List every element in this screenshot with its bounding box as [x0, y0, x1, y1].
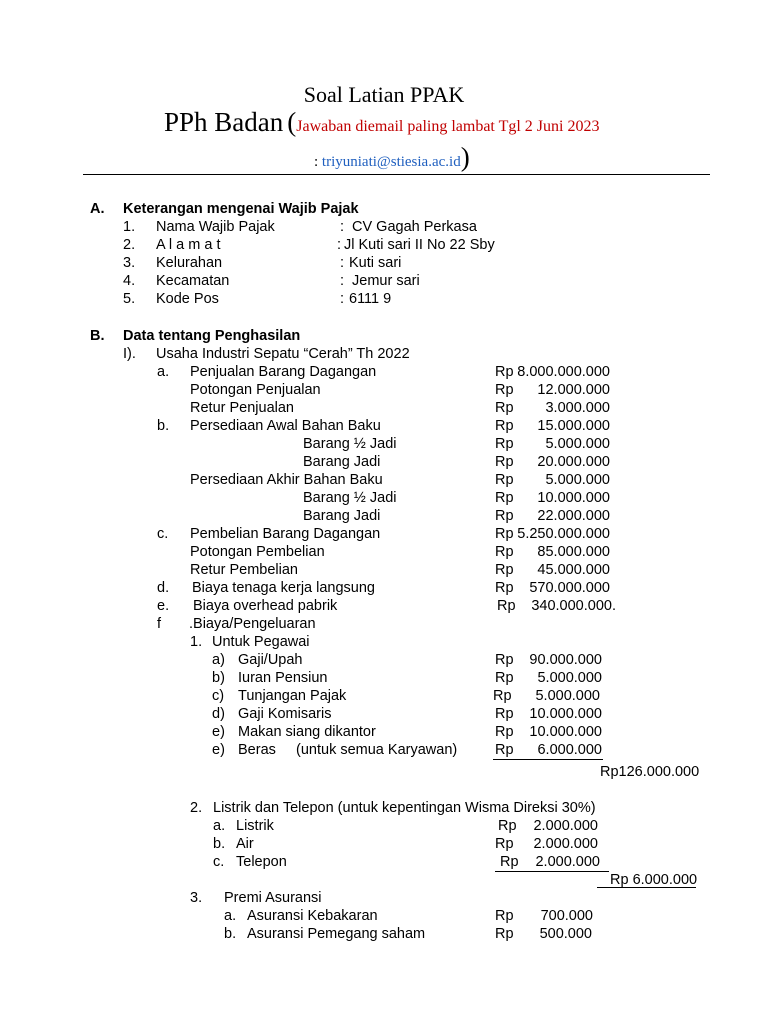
item-marker: a. — [157, 364, 170, 380]
item-label: Biaya overhead pabrik — [193, 598, 338, 614]
item-label: Tunjangan Pajak — [238, 688, 347, 704]
amount-value: 2.000.000 — [533, 818, 598, 834]
group-number: 1. — [190, 634, 203, 650]
currency-label: Rp — [495, 706, 514, 722]
item-label: .Biaya/Pengeluaran — [189, 616, 316, 632]
amount-value: 500.000 — [539, 926, 592, 942]
amount-value: 5.000.000 — [545, 436, 610, 452]
currency-label: Rp — [495, 364, 514, 380]
item-marker: d) — [212, 706, 225, 722]
title-pph-badan: PPh Badan — [164, 107, 284, 137]
currency-label: Rp — [495, 454, 514, 470]
item-marker: d. — [157, 580, 170, 596]
amount-value: 5.000.000 — [537, 670, 602, 686]
group-title: Premi Asuransi — [224, 890, 322, 906]
info-number: 5. — [123, 291, 136, 307]
amount-value: 2.000.000 — [535, 854, 600, 870]
item-label: Beras (untuk semua Karyawan) — [238, 742, 458, 758]
item-marker: e. — [157, 598, 170, 614]
doc-title-line2 — [164, 107, 599, 138]
currency-label: Rp — [495, 508, 514, 524]
currency-label: Rp — [495, 926, 514, 942]
amount-value: 85.000.000 — [537, 544, 610, 560]
subsection-number: I). — [123, 346, 136, 362]
item-label: Retur Pembelian — [190, 562, 298, 578]
amount-value: 5.000.000 — [535, 688, 600, 704]
deadline-note: Jawaban diemail paling lambat Tgl 2 Juni 2023 — [296, 118, 600, 135]
info-number: 3. — [123, 255, 136, 271]
item-marker: b. — [213, 836, 226, 852]
group-title: Untuk Pegawai — [212, 634, 310, 650]
item-marker: c. — [157, 526, 169, 542]
email-prefix: : — [314, 154, 322, 170]
item-label: Makan siang dikantor — [238, 724, 376, 740]
amount-value: 22.000.000 — [537, 508, 610, 524]
amount-value: 8.000.000.000 — [517, 364, 610, 380]
section-b-letter: B. — [90, 328, 105, 344]
currency-label: Rp — [495, 724, 514, 740]
currency-label: Rp — [495, 562, 514, 578]
amount-value: 20.000.000 — [537, 454, 610, 470]
item-marker: f — [157, 616, 162, 632]
amount-value: 5.250.000.000 — [517, 526, 610, 542]
currency-label: Rp — [495, 400, 514, 416]
section-a-letter: A. — [90, 201, 105, 217]
currency-label: Rp — [495, 544, 514, 560]
info-separator: : — [340, 273, 345, 289]
section-a-title: Keterangan mengenai Wajib Pajak — [123, 201, 359, 217]
info-number: 2. — [123, 237, 136, 253]
subsection-title: Usaha Industri Sepatu “Cerah” Th 2022 — [156, 346, 410, 362]
amount-value: 10.000.000 — [529, 706, 602, 722]
currency-label: Rp — [495, 490, 514, 506]
item-label: Asuransi Kebakaran — [247, 908, 378, 924]
item-marker: e) — [212, 742, 225, 758]
section-b-title: Data tentang Penghasilan — [123, 328, 301, 344]
amount-value: 15.000.000 — [537, 418, 610, 434]
amount-value: 340.000.000. — [531, 598, 616, 614]
amount-value: 5.000.000 — [545, 472, 610, 488]
currency-label: Rp — [495, 526, 514, 542]
info-label: A l a m a t — [156, 237, 221, 253]
info-separator: : — [340, 291, 345, 307]
item-label: Asuransi Pemegang saham — [247, 926, 426, 942]
amount-value: 700.000 — [540, 908, 593, 924]
title-open-paren: ( — [287, 107, 297, 137]
item-label: Air — [236, 836, 254, 852]
currency-label: Rp — [495, 382, 514, 398]
item-marker: e) — [212, 724, 225, 740]
currency-label: Rp — [495, 418, 514, 434]
group-title: Listrik dan Telepon (untuk kepentingan Wisma Direksi 30%) — [213, 800, 596, 816]
info-value: CV Gagah Perkasa — [352, 219, 477, 235]
amount-value: 6.000.000 — [537, 742, 602, 758]
item-label: Barang Jadi — [303, 454, 381, 470]
item-label: Barang ½ Jadi — [303, 490, 397, 506]
doc-title-line1: Soal Latian PPAK — [303, 82, 465, 107]
info-separator: : — [340, 219, 345, 235]
item-marker: c) — [212, 688, 225, 704]
group-total: Rp 6.000.000 — [610, 872, 698, 888]
doc-title-line3 — [314, 142, 470, 173]
currency-label: Rp — [495, 742, 514, 758]
currency-label: Rp — [493, 688, 512, 704]
item-marker: c. — [213, 854, 225, 870]
info-value: 6111 9 — [349, 291, 392, 307]
item-label: Barang ½ Jadi — [303, 436, 397, 452]
info-label: Kode Pos — [156, 291, 219, 307]
currency-label: Rp — [495, 580, 514, 596]
item-label: Potongan Penjualan — [190, 382, 321, 398]
item-label: Persediaan Awal Bahan Baku — [190, 418, 381, 434]
item-label: Telepon — [236, 854, 287, 870]
item-label: Listrik — [236, 818, 274, 834]
item-label: Potongan Pembelian — [190, 544, 325, 560]
item-marker: b) — [212, 670, 225, 686]
currency-label: Rp — [495, 908, 514, 924]
info-label: Nama Wajib Pajak — [156, 219, 275, 235]
info-label: Kelurahan — [156, 255, 223, 271]
currency-label: Rp — [495, 436, 514, 452]
item-label: Persediaan Akhir Bahan Baku — [190, 472, 383, 488]
email-address: triyuniati@stiesia.ac.id — [321, 154, 461, 170]
amount-value: 570.000.000 — [529, 580, 610, 596]
amount-value: 90.000.000 — [529, 652, 602, 668]
currency-label: Rp — [495, 472, 514, 488]
item-label: Iuran Pensiun — [238, 670, 328, 686]
currency-label: Rp — [495, 836, 514, 852]
info-separator: : — [340, 255, 345, 271]
item-marker: b. — [157, 418, 170, 434]
currency-label: Rp — [497, 598, 516, 614]
item-label: Biaya tenaga kerja langsung — [192, 580, 375, 596]
item-marker: a) — [212, 652, 225, 668]
item-label: Retur Penjualan — [190, 400, 294, 416]
group-number: 2. — [190, 800, 203, 816]
amount-value: 10.000.000 — [537, 490, 610, 506]
item-label: Barang Jadi — [303, 508, 381, 524]
info-value: Kuti sari — [349, 255, 402, 271]
item-marker: a. — [213, 818, 226, 834]
item-label: Penjualan Barang Dagangan — [190, 364, 377, 380]
group-number: 3. — [190, 890, 203, 906]
group-total: Rp126.000.000 — [600, 764, 700, 780]
title-close-paren: ) — [460, 142, 470, 172]
info-number: 4. — [123, 273, 136, 289]
item-label: Gaji Komisaris — [238, 706, 332, 722]
currency-label: Rp — [495, 652, 514, 668]
item-label: Pembelian Barang Dagangan — [190, 526, 381, 542]
info-separator: : — [337, 237, 342, 253]
item-marker: a. — [224, 908, 237, 924]
amount-value: 3.000.000 — [545, 400, 610, 416]
info-value: Jemur sari — [352, 273, 420, 289]
info-value: Jl Kuti sari II No 22 Sby — [344, 237, 495, 253]
amount-value: 10.000.000 — [529, 724, 602, 740]
currency-label: Rp — [500, 854, 519, 870]
info-label: Kecamatan — [156, 273, 230, 289]
currency-label: Rp — [495, 670, 514, 686]
item-marker: b. — [224, 926, 237, 942]
amount-value: 45.000.000 — [537, 562, 610, 578]
item-label: Gaji/Upah — [238, 652, 303, 668]
amount-value: 2.000.000 — [533, 836, 598, 852]
info-number: 1. — [123, 219, 136, 235]
amount-value: 12.000.000 — [537, 382, 610, 398]
header-divider — [83, 174, 710, 175]
currency-label: Rp — [498, 818, 517, 834]
